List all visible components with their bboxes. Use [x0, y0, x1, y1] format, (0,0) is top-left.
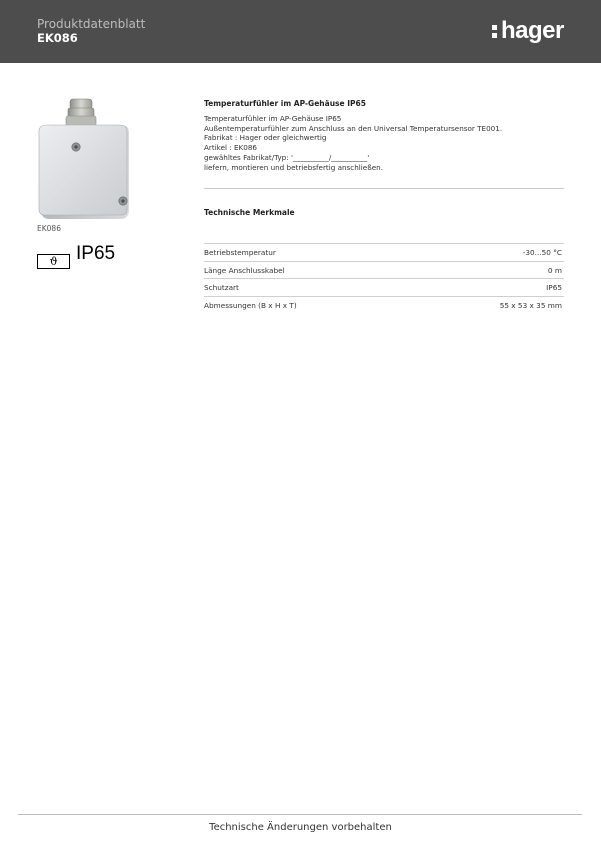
description-line: Temperaturfühler im AP-Gehäuse IP65: [204, 114, 342, 123]
spec-value: 0 m: [547, 265, 562, 275]
table-row: [204, 278, 564, 296]
footer-note: Technische Änderungen vorbehalten: [209, 822, 392, 833]
section-divider: [204, 188, 564, 189]
spec-label: Betriebstemperatur: [204, 248, 276, 257]
spec-label: Länge Anschlusskabel: [204, 265, 285, 275]
table-row: [204, 296, 564, 314]
spec-label: Abmessungen (B x H x T): [204, 300, 297, 310]
spec-value: -30...50 °C: [522, 248, 562, 257]
description-line: Artikel : EK086: [204, 143, 257, 153]
product-description: [204, 114, 502, 172]
specs-table: [204, 243, 564, 313]
logo-dots-icon: [492, 22, 498, 40]
hager-logo: [492, 17, 564, 45]
footer-divider: [18, 814, 582, 815]
spec-value: IP65: [546, 283, 562, 292]
header-bar: [0, 0, 601, 63]
spec-value: 55 x 53 x 35 mm: [499, 300, 562, 310]
document-type: Produktdatenblatt: [37, 17, 146, 31]
description-line: gewähltes Fabrikat/Typ: '__________/__________': [204, 152, 370, 162]
product-title: Temperaturfühler im AP-Gehäuse IP65: [204, 99, 366, 108]
description-line: liefern, montieren und betriebsfertig anschließen.: [204, 162, 383, 172]
product-image: [37, 97, 131, 221]
image-caption: EK086: [37, 224, 61, 233]
description-line: Fabrikat : Hager oder gleichwertig: [204, 133, 327, 143]
document-code: EK086: [37, 31, 78, 45]
table-row: [204, 261, 564, 279]
table-row: [204, 243, 564, 261]
spec-label: Schutzart: [204, 283, 239, 292]
description-line: Außentemperaturfühler zum Anschluss an den Universal Temperatursensor TE001.: [204, 123, 503, 133]
temperature-symbol-icon: ϑ: [37, 254, 70, 269]
specs-section-title: Technische Merkmale: [204, 208, 295, 217]
logo-text: hager: [501, 17, 564, 44]
protection-class: IP65: [76, 243, 116, 264]
